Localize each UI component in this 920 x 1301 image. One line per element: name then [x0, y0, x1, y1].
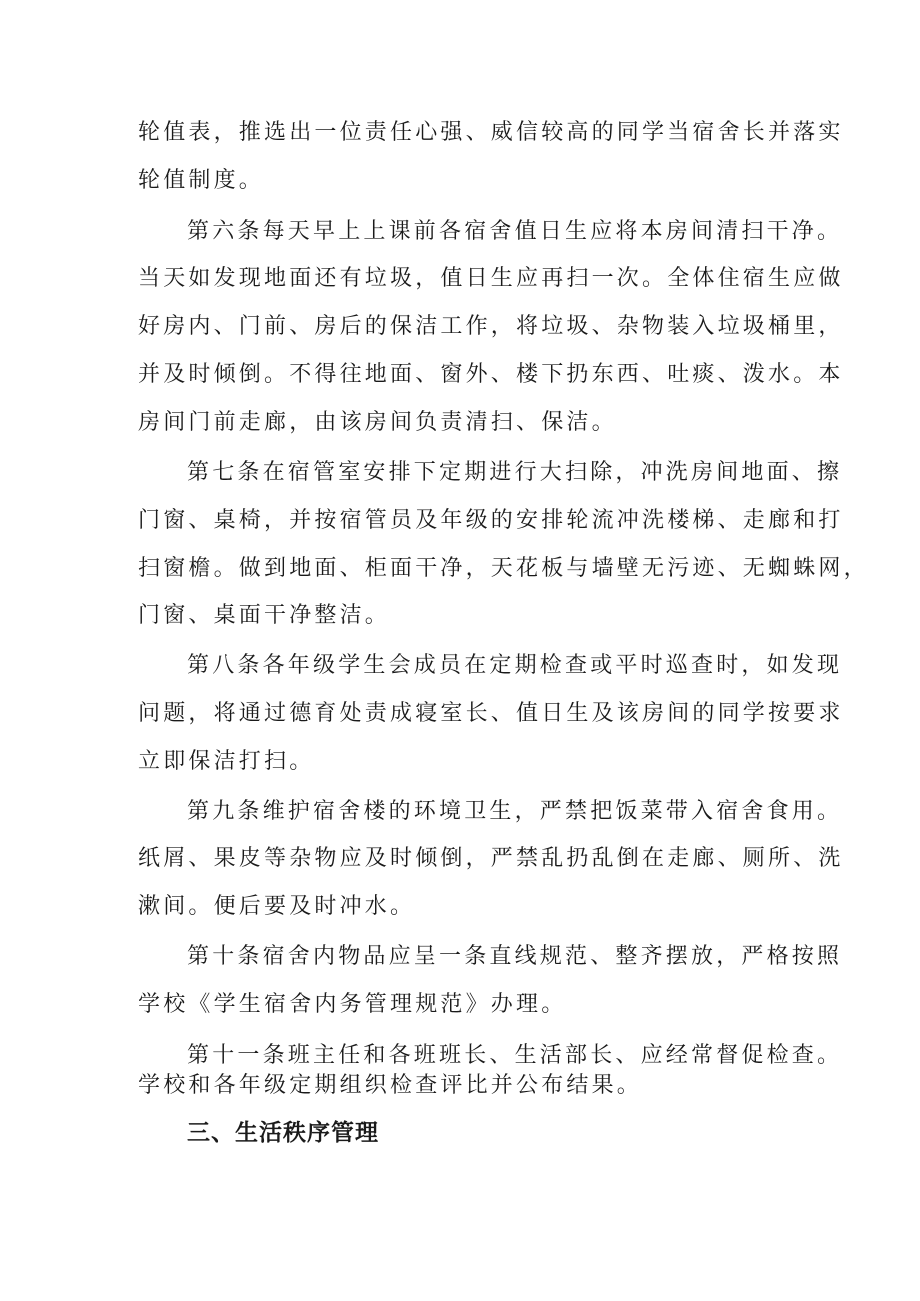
text-line: 轮值制度。 [138, 168, 265, 193]
text-line: 立即保洁打扫。 [138, 749, 315, 774]
text-line: 并及时倾倒。不得往地面、窗外、楼下扔东西、吐痰、泼水。本 [138, 362, 844, 387]
text-line: 房间门前走廊，由该房间负责清扫、保洁。 [138, 410, 617, 435]
text-line: 轮值表，推选出一位责任心强、威信较高的同学当宿舍长并落实 [138, 120, 844, 145]
article-10-first-line: 第十条宿舍内物品应呈一条直线规范、整齐摆放，严格按照 [187, 944, 843, 969]
text-line: 好房内、门前、房后的保洁工作，将垃圾、杂物装入垃圾桶里， [138, 314, 844, 339]
text-line: 当天如发现地面还有垃圾，值日生应再扫一次。全体住宿生应做 [138, 266, 844, 291]
section-heading: 三、生活秩序管理 [187, 1120, 379, 1146]
text-line: 门窗、桌椅，并按宿管员及年级的安排轮流冲洗楼梯、走廊和打 [138, 508, 844, 533]
text-line: 问题，将通过德育处责成寝室长、值日生及该房间的同学按要求 [138, 701, 844, 726]
text-line: 纸屑、果皮等杂物应及时倾倒，严禁乱扔乱倒在走廊、厕所、洗 [138, 846, 844, 871]
text-line: 扫窗檐。做到地面、柜面干净，天花板与墙壁无污迹、无蜘蛛网， [138, 556, 869, 581]
text-line: 学校《学生宿舍内务管理规范》办理。 [138, 992, 567, 1017]
text-line: 漱间。便后要及时冲水。 [138, 894, 416, 919]
text-line: 学校和各年级定期组织检查评比并公布结果。 [138, 1073, 643, 1098]
article-8-first-line: 第八条各年级学生会成员在定期检查或平时巡查时，如发现 [187, 653, 843, 678]
article-9-first-line: 第九条维护宿舍楼的环境卫生，严禁把饭菜带入宿舍食用。 [187, 799, 843, 824]
text-line: 门窗、桌面干净整洁。 [138, 603, 391, 628]
article-11-first-line: 第十一条班主任和各班班长、生活部长、应经常督促检查。 [187, 1043, 843, 1068]
article-6-first-line: 第六条每天早上上课前各宿舍值日生应将本房间清扫干净。 [187, 219, 843, 244]
article-7-first-line: 第七条在宿管室安排下定期进行大扫除，冲洗房间地面、擦 [187, 460, 843, 485]
